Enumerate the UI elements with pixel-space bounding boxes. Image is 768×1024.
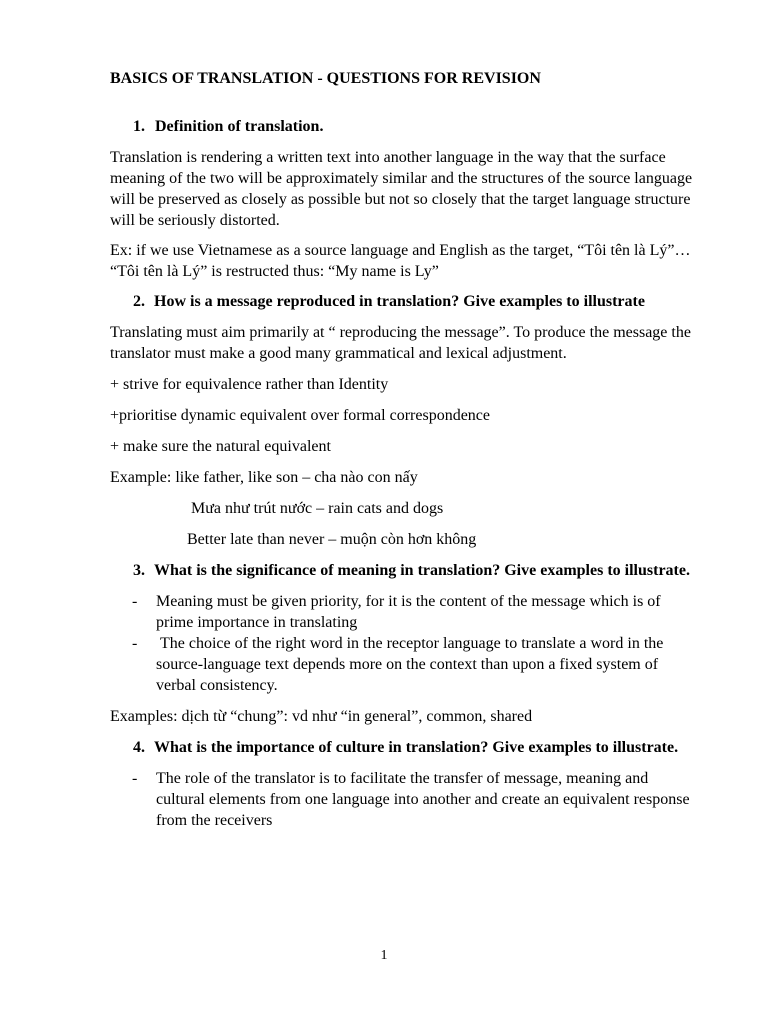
document-page [110,68,700,831]
q2-example-3: Better late than never – muộn còn hơn không [187,531,477,548]
question-4-heading [110,737,700,758]
question-1-heading [110,116,700,137]
q3-dash-item-1 [110,591,700,633]
q1-example-paragraph: Ex: if we use Vietnamese as a source language and English as the target, “Tôi tên là Lý”… “Tôi tên là Lý” is restructed thus: “My name is Ly” [110,242,691,280]
question-number: 1. [133,118,145,135]
q2-paragraph: Translating must aim primarily at “ reproducing the message”. To produce the message the translator must make a good many grammatical and lexical adjustment. [110,324,691,362]
q1-definition-paragraph: Translation is rendering a written text into another language in the way that the surface meaning of the two will be approximately similar and the structures of the source language will be preserved as closely as possible but not so closely that the target language structure will be seriously distorted. [110,149,693,229]
q2-example-2: Mưa như trút nước – rain cats and dogs [191,500,444,517]
question-text: Definition of translation. [155,118,324,135]
dash-item-text: The role of the translator is to facilitate the transfer of message, meaning and cultural elements from one language into another and create an equivalent response from the receivers [156,770,690,829]
q4-dash-item-1 [110,768,700,831]
q3-example: Examples: dịch từ “chung”: vd như “in general”, common, shared [110,708,533,725]
question-text: What is the significance of meaning in translation? Give examples to illustrate. [154,562,690,579]
question-2-heading [110,291,700,312]
dash-item-text: The choice of the right word in the receptor language to translate a word in the source-language text depends more on the context than upon a fixed system of verbal consistency. [156,635,668,694]
dash-marker: - [132,770,138,787]
q2-bullet-3: + make sure the natural equivalent [110,438,331,455]
question-number: 3. [133,562,145,579]
dash-item-text: Meaning must be given priority, for it is the content of the message which is of prime importance in translating [156,593,661,631]
q2-bullet-1: + strive for equivalence rather than Identity [110,376,389,393]
question-number: 4. [133,739,145,756]
q2-bullet-2: +prioritise dynamic equivalent over formal correspondence [110,407,490,424]
page-number: 1 [380,948,388,963]
question-text: What is the importance of culture in translation? Give examples to illustrate. [154,739,679,756]
dash-marker: - [132,593,138,610]
dash-marker: - [132,635,138,652]
question-3-heading [110,560,700,581]
question-number: 2. [133,293,145,310]
q2-example-1: Example: like father, like son – cha nào con nấy [110,469,418,486]
q3-dash-item-2 [110,633,700,696]
page-title: BASICS OF TRANSLATION - QUESTIONS FOR REVISION [110,70,541,87]
question-text: How is a message reproduced in translation? Give examples to illustrate [154,293,645,310]
